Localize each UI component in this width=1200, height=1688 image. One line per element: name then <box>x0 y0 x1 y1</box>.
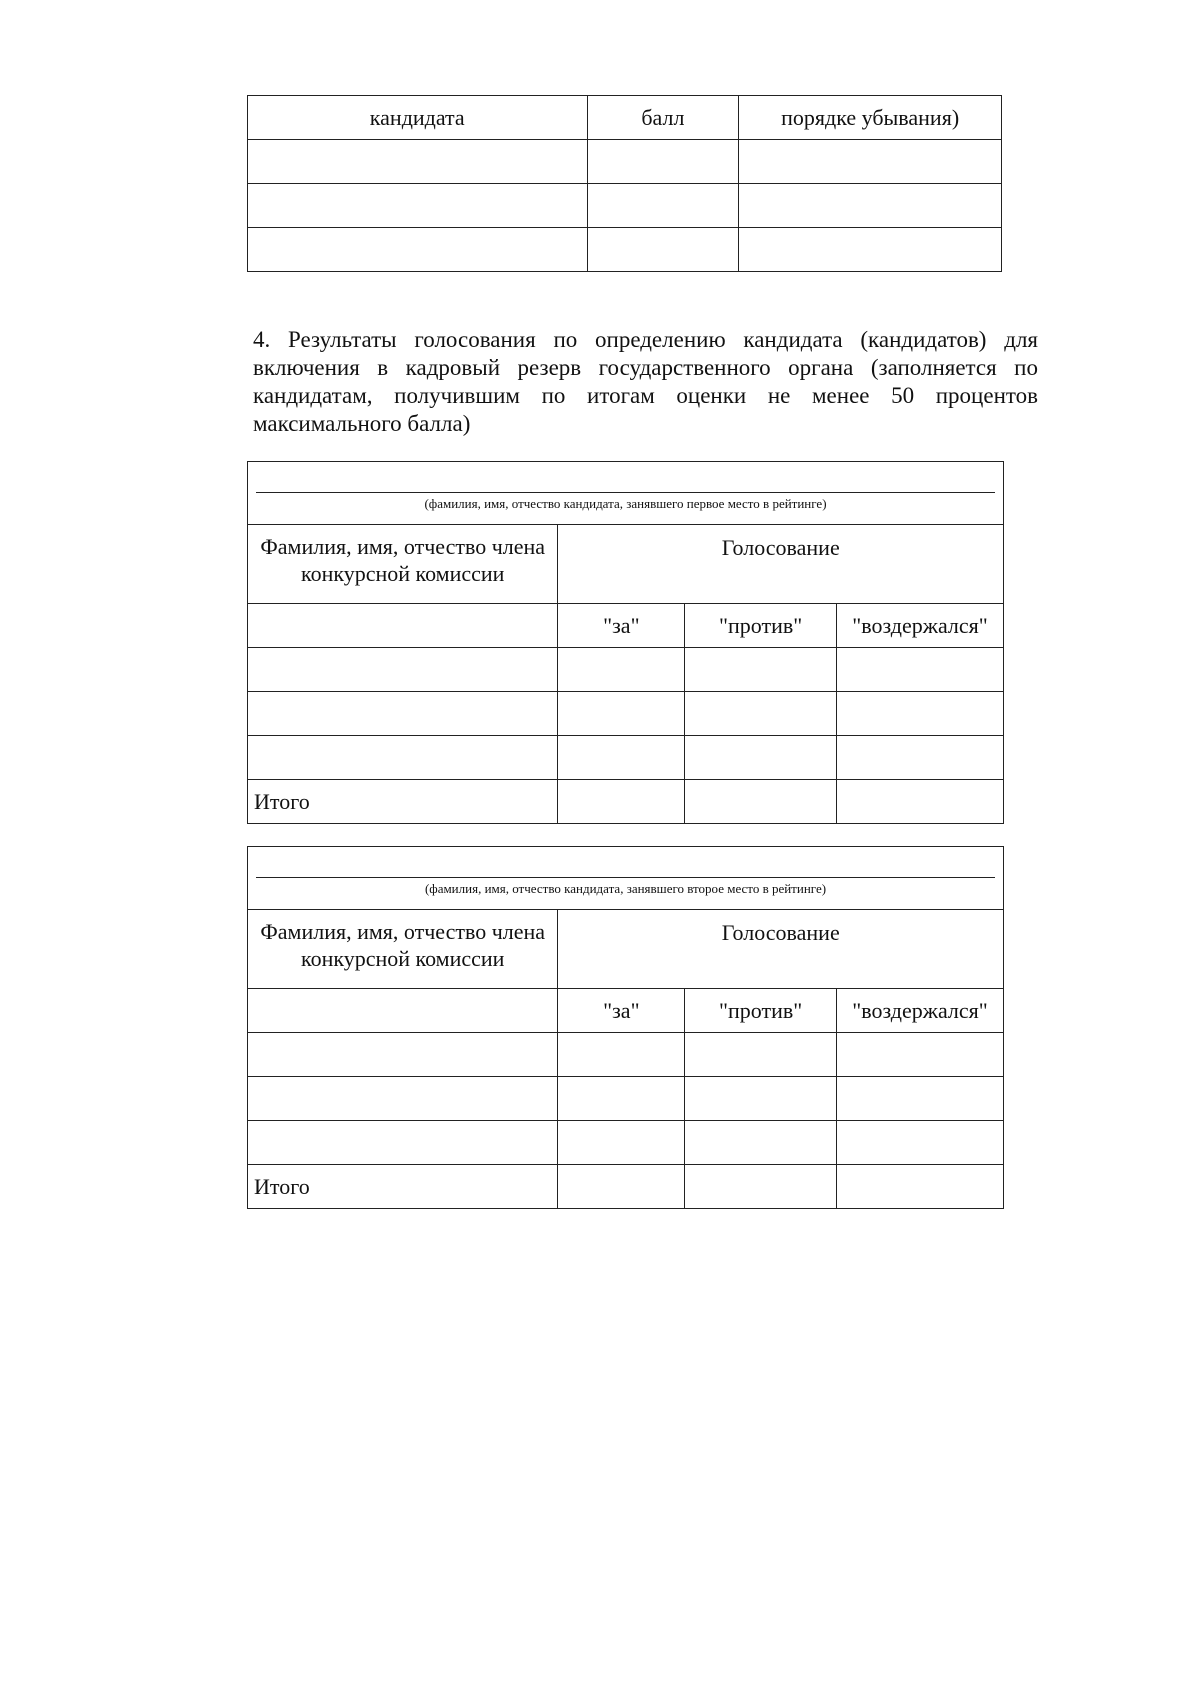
table-row <box>248 736 1004 780</box>
table-cell[interactable] <box>248 1121 558 1165</box>
table-cell[interactable] <box>248 228 588 272</box>
total-label: Итого <box>248 780 558 824</box>
table-cell[interactable] <box>558 648 685 692</box>
table-cell[interactable] <box>837 692 1004 736</box>
table-row <box>248 1121 1004 1165</box>
table-cell[interactable] <box>685 1077 837 1121</box>
table-row <box>248 228 1002 272</box>
option-against: "против" <box>685 604 837 648</box>
table-cell[interactable] <box>837 1077 1004 1121</box>
vote-options-row <box>248 604 1004 648</box>
table-cell[interactable] <box>558 736 685 780</box>
table-cell[interactable] <box>558 1121 685 1165</box>
candidate-row <box>248 462 1004 525</box>
vote-header-row <box>248 525 1004 604</box>
table-cell[interactable] <box>558 692 685 736</box>
total-label: Итого <box>248 1165 558 1209</box>
table-cell[interactable] <box>739 184 1002 228</box>
table-cell[interactable] <box>558 1033 685 1077</box>
total-for-cell[interactable] <box>558 780 685 824</box>
rating-header-order: порядке убывания) <box>739 96 1002 140</box>
table-cell[interactable] <box>685 648 837 692</box>
member-header: Фамилия, имя, отчество члена конкурсной комиссии <box>248 525 558 604</box>
section-4-paragraph: 4. Результаты голосования по определению кандидата (кандидатов) для включения в кадровый резерв государственного органа (заполняется по кандидатам, получившим по итогам оценки не менее 50 процентов максимального балла) <box>253 327 1038 436</box>
table-cell[interactable] <box>685 692 837 736</box>
table-cell[interactable] <box>685 1033 837 1077</box>
table-cell[interactable] <box>558 1077 685 1121</box>
table-cell[interactable] <box>248 648 558 692</box>
table-row <box>248 692 1004 736</box>
table-cell[interactable] <box>837 1121 1004 1165</box>
option-against: "против" <box>685 989 837 1033</box>
table-cell[interactable] <box>587 228 739 272</box>
option-abstained: "воздержался" <box>837 989 1004 1033</box>
candidate-row <box>248 847 1004 910</box>
table-cell[interactable] <box>248 184 588 228</box>
member-header: Фамилия, имя, отчество члена конкурсной комиссии <box>248 910 558 989</box>
total-for-cell[interactable] <box>558 1165 685 1209</box>
total-abstained-cell[interactable] <box>837 1165 1004 1209</box>
vote-header: Голосование <box>558 525 1004 604</box>
total-row <box>248 1165 1004 1209</box>
option-for: "за" <box>558 989 685 1033</box>
table-row <box>248 184 1002 228</box>
rating-table-header-row <box>248 96 1002 140</box>
rating-header-score: балл <box>587 96 739 140</box>
table-cell[interactable] <box>248 1033 558 1077</box>
option-for: "за" <box>558 604 685 648</box>
candidate-name-line <box>256 492 995 493</box>
rating-header-candidate: кандидата <box>248 96 588 140</box>
candidate-name-line <box>256 877 995 878</box>
total-against-cell[interactable] <box>685 780 837 824</box>
option-abstained: "воздержался" <box>837 604 1004 648</box>
candidate-name-field[interactable] <box>248 462 1004 525</box>
table-cell[interactable] <box>587 140 739 184</box>
table-cell[interactable] <box>248 140 588 184</box>
table-cell[interactable] <box>837 1033 1004 1077</box>
table-cell[interactable] <box>739 140 1002 184</box>
total-row <box>248 780 1004 824</box>
table-row <box>248 1033 1004 1077</box>
rating-table <box>247 95 1002 272</box>
table-row <box>248 1077 1004 1121</box>
table-row <box>248 140 1002 184</box>
table-cell[interactable] <box>685 1121 837 1165</box>
table-cell[interactable] <box>685 736 837 780</box>
table-cell[interactable] <box>837 736 1004 780</box>
candidate-name-field[interactable] <box>248 847 1004 910</box>
table-cell[interactable] <box>837 648 1004 692</box>
table-cell[interactable] <box>587 184 739 228</box>
candidate-caption: (фамилия, имя, отчество кандидата, занявшего второе место в рейтинге) <box>424 881 827 896</box>
member-name-cell[interactable] <box>248 989 558 1033</box>
total-abstained-cell[interactable] <box>837 780 1004 824</box>
vote-table-first-place <box>247 461 1004 824</box>
table-cell[interactable] <box>248 1077 558 1121</box>
table-row <box>248 648 1004 692</box>
table-cell[interactable] <box>739 228 1002 272</box>
vote-table-second-place <box>247 846 1004 1209</box>
member-name-cell[interactable] <box>248 604 558 648</box>
table-cell[interactable] <box>248 692 558 736</box>
total-against-cell[interactable] <box>685 1165 837 1209</box>
vote-header-row <box>248 910 1004 989</box>
table-cell[interactable] <box>248 736 558 780</box>
candidate-caption: (фамилия, имя, отчество кандидата, занявшего первое место в рейтинге) <box>424 496 827 511</box>
vote-header: Голосование <box>558 910 1004 989</box>
vote-options-row <box>248 989 1004 1033</box>
